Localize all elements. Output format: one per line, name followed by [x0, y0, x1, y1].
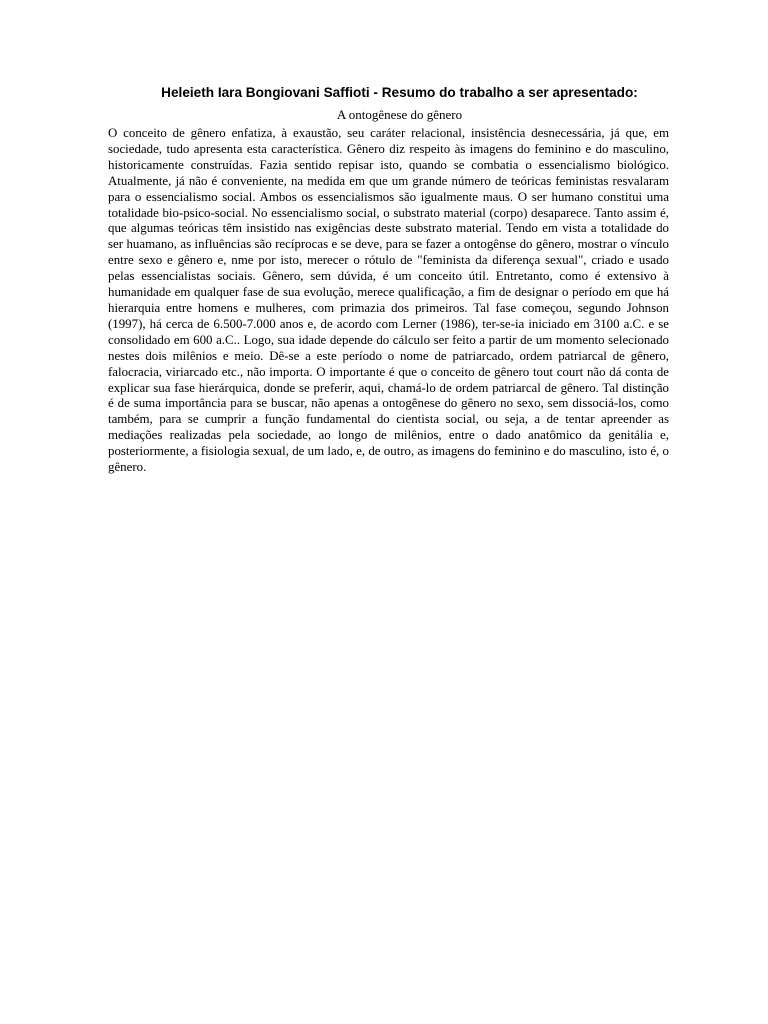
- document-heading: Heleieth Iara Bongiovani Saffioti - Resumo do trabalho a ser apresentado:: [161, 85, 638, 100]
- document-subtitle: A ontogênese do gênero: [336, 107, 463, 122]
- body-paragraph: O conceito de gênero enfatiza, à exaustão, seu caráter relacional, insistência desnecessária, já que, em sociedade, tudo apresenta esta característica. Gênero diz respeito às imagens do feminino e do masculino, historicamente construídas. Fazia sentido repisar isto, quando se combatia o essencialismo biológico. Atualmente, já não é conveniente, na medida em que um grande número de teóricas feministas resvalaram para o essencialismo social. Ambos os essencialismos são igualmente maus. O ser humano constitui uma totalidade bio-psico-social. No essencialismo social, o substrato material (corpo) desaparece. Tanto assim é, que algumas teóricas têm insistido nas exigências deste substrato material. Tendo em vista a totalidade do ser huamano, as influências são recíprocas e se deve, para se fazer a ontogênse do gênero, mostrar o vínculo entre sexo e gênero e, nme por isto, merecer o rótulo de "feminista da diferença sexual", criado e usado pelas essencialistas sociais. Gênero, sem dúvida, é um conceito útil. Entretanto, como é extensivo à humanidade em qualquer fase de sua evolução, merece qualificação, a fim de designar o período em que há hierarquia entre homens e mulheres, com primazia dos primeiros. Tal fase começou, segundo Johnson (1997), há cerca de 6.500-7.000 anos e, de acordo com Lerner (1986), ter-se-ia iniciado em 3100 a.C. e se consolidado em 600 a.C.. Logo, sua idade depende do cálculo ser feito a partir de um momento selecionado nestes dois milênios e meio. Dê-se a este período o nome de patriarcado, ordem patriarcal de gênero, falocracia, viriarcado etc., não importa. O importante é que o conceito de gênero tout court não dá conta de explicar sua fase hierárquica, donde se preferir, aqui, chamá-lo de ordem patriarcal de gênero. Tal distinção é de suma importância para se buscar, não apenas a ontogênese do gênero no sexo, sem dissociá-los, como também, para se cumprir a função fundamental do cientista social, ou seja, a de tentar apreender as mediações realizadas pela sociedade, ao longo de milênios, entre o dado anatômico da genitália e, posteriormente, a fisiologia sexual, de um lado, e, de outro, as imagens do feminino e do masculino, isto é, o gênero.: [108, 126, 669, 475]
